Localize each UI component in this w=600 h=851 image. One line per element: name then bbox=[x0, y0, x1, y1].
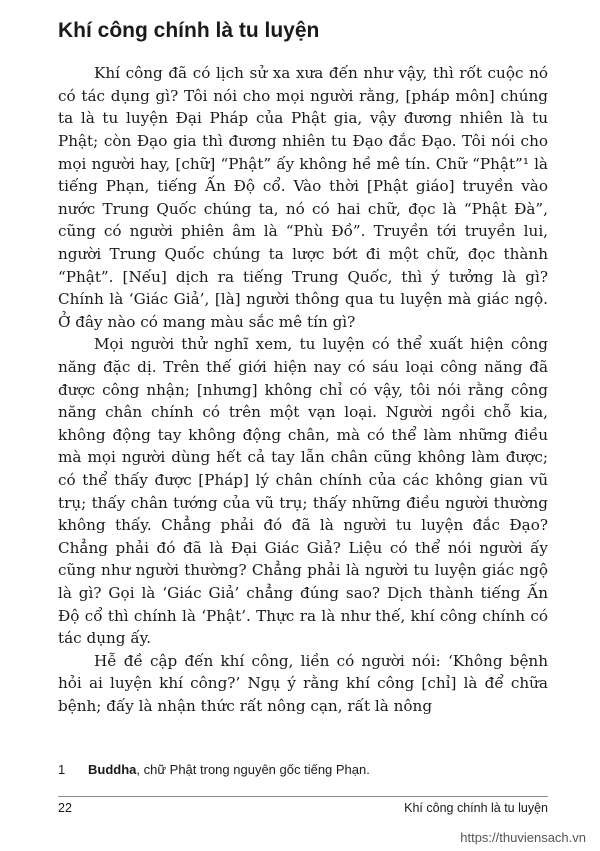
body-text bbox=[58, 62, 548, 717]
footnote-number: 1 bbox=[58, 762, 66, 777]
footer-divider bbox=[58, 796, 548, 797]
section-heading: Khí công chính là tu luyện bbox=[58, 19, 320, 42]
paragraph: Hễ đề cập đến khí công, liền có người nói: ‘Không bệnh hỏi ai luyện khí công?’ Ngụ ý rằng khí công [chỉ] là để chữa bệnh; đấy là nhận thức rất nông cạn, rất là nông bbox=[58, 651, 548, 715]
page-number: 22 bbox=[58, 801, 72, 815]
paragraph: Mọi người thử nghĩ xem, tu luyện có thể xuất hiện công năng đặc dị. Trên thế giới hiện nay có sáu loại công năng đã được công nhận; [nhưng] không chỉ có vậy, tôi nói rằng công năng chân chính có trên một vạn loại. Người ngồi chỗ kia, không động tay không động chân, mà có thể làm những điều mà mọi người dùng hết cả tay lẫn chân cũng không làm được; có thể thấy được [Pháp] lý chân chính của các không gian vũ trụ; thấy chân tướng của vũ trụ; thấy những điều người thường không thấy. Chẳng phải đó đã là người tu luyện đắc Đạo? Chẳng phải đó đã là Đại Giác Giả? Liệu có thể nói người ấy cũng như người thường? Chẳng phải là người tu luyện giác ngộ là gì? Gọi là ‘Giác Giả’ chẳng đúng sao? Dịch thành tiếng Ấn Độ cổ thì chính là ‘Phật’. Thực ra là như thế, khí công chính có tác dụng ấy. bbox=[58, 335, 548, 648]
page-content bbox=[58, 18, 548, 717]
running-title: Khí công chính là tu luyện bbox=[404, 801, 548, 815]
watermark-link[interactable]: https://thuviensach.vn bbox=[460, 830, 586, 845]
footnote-term: Buddha bbox=[88, 762, 137, 777]
footnote-text: , chữ Phật trong nguyên gốc tiếng Phạn. bbox=[136, 762, 370, 777]
paragraph: Khí công đã có lịch sử xa xưa đến như vậy, thì rốt cuộc nó có tác dụng gì? Tôi nói cho mọi người rằng, [pháp môn] chúng ta là tu luyện Đại Pháp của Phật gia, vậy đương nhiên là tu Phật; còn Đạo gia thì đương nhiên tu Đạo đắc Đạo. Tôi nói cho mọi người hay, [chữ] “Phật” ấy không hề mê tín. Chữ “Phật”¹ là tiếng Phạn, tiếng Ấn Độ cổ. Vào thời [Phật giáo] truyền vào nước Trung Quốc chúng ta, nó có hai chữ, đọc là “Phật Đà”, cũng có người phiên âm là “Phù Đồ”. Truyền tới truyền lui, người Trung Quốc chúng ta lược bớt đi một chữ, đọc thành “Phật”. [Nếu] dịch ra tiếng Trung Quốc, thì ý tưởng là gì? Chính là ‘Giác Giả’, [là] người thông qua tu luyện mà giác ngộ. Ở đây nào có mang màu sắc mê tín gì? bbox=[58, 64, 548, 331]
footnote bbox=[58, 762, 548, 777]
